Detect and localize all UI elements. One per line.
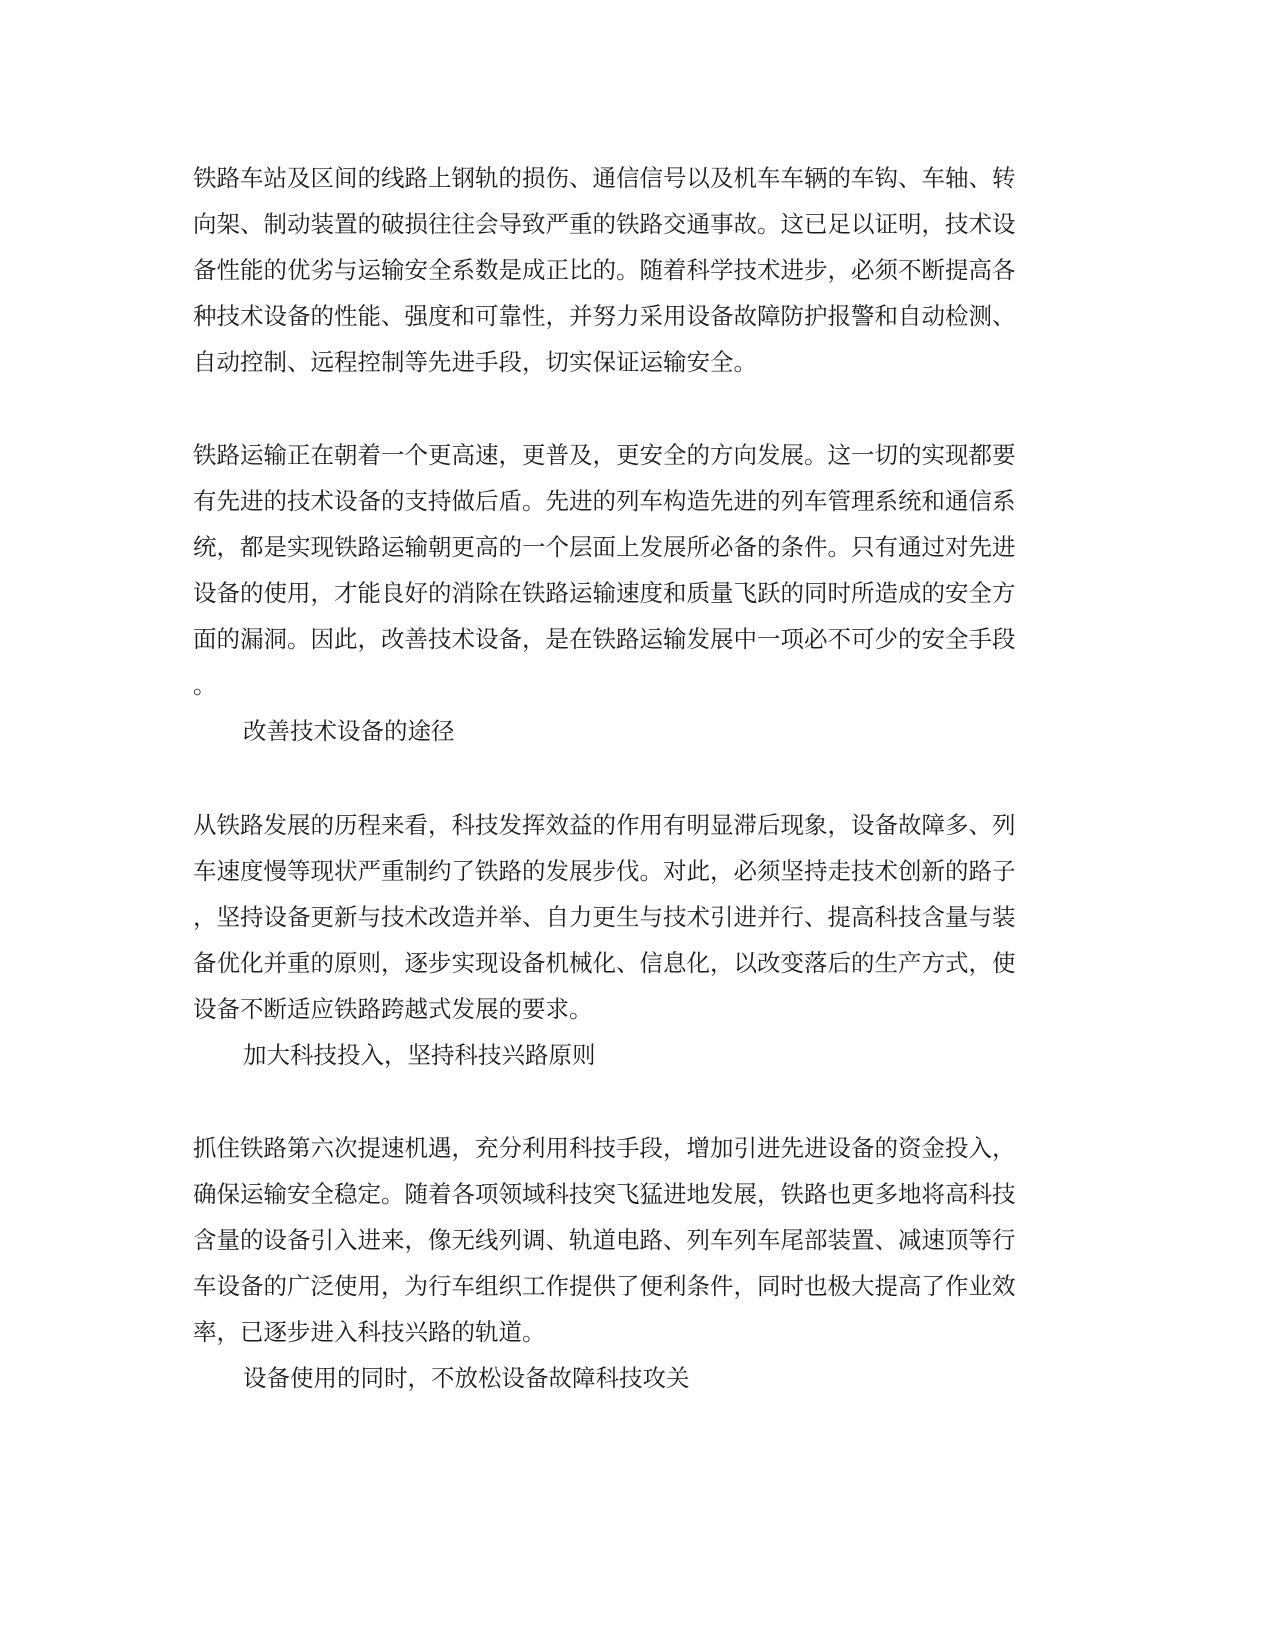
text-line: 。 [193, 671, 217, 699]
text-line: 设备不断适应铁路跨越式发展的要求。 [193, 995, 593, 1023]
text-line: 备优化并重的原则，逐步实现设备机械化、信息化，以改变落后的生产方式，使 [193, 949, 1016, 977]
text-line: 确保运输安全稳定。随着各项领域科技突飞猛进地发展，铁路也更多地将高科技 [193, 1180, 1016, 1208]
section-heading: 加大科技投入，坚持科技兴路原则 [243, 1041, 596, 1069]
text-line: 种技术设备的性能、强度和可靠性，并努力采用设备故障防护报警和自动检测、 [193, 302, 1016, 330]
text-line: 抓住铁路第六次提速机遇，充分利用科技手段，增加引进先进设备的资金投入， [193, 1134, 1016, 1162]
text-line: 自动控制、远程控制等先进手段，切实保证运输安全。 [193, 348, 757, 376]
text-line: 备性能的优劣与运输安全系数是成正比的。随着科学技术进步，必须不断提高各 [193, 256, 1016, 284]
text-line: 车速度慢等现状严重制约了铁路的发展步伐。对此，必须坚持走技术创新的路子 [193, 857, 1016, 885]
text-line: 率，已逐步进入科技兴路的轨道。 [193, 1318, 546, 1346]
text-line: 有先进的技术设备的支持做后盾。先进的列车构造先进的列车管理系统和通信系 [193, 487, 1016, 515]
text-line: 面的漏洞。因此，改善技术设备，是在铁路运输发展中一项必不可少的安全手段 [193, 625, 1016, 653]
text-line: 统，都是实现铁路运输朝更高的一个层面上发展所必备的条件。只有通过对先进 [193, 533, 1016, 561]
text-line: 设备的使用，才能良好的消除在铁路运输速度和质量飞跃的同时所造成的安全方 [193, 579, 1016, 607]
text-line: 从铁路发展的历程来看，科技发挥效益的作用有明显滞后现象，设备故障多、列 [193, 811, 1016, 839]
section-heading: 设备使用的同时，不放松设备故障科技攻关 [243, 1364, 690, 1392]
text-line: 铁路车站及区间的线路上钢轨的损伤、通信信号以及机车车辆的车钩、车轴、转 [193, 164, 1016, 192]
text-line: 含量的设备引入进来，像无线列调、轨道电路、列车列车尾部装置、减速顶等行 [193, 1226, 1016, 1254]
text-line: 铁路运输正在朝着一个更高速，更普及，更安全的方向发展。这一切的实现都要 [193, 441, 1016, 469]
section-heading: 改善技术设备的途径 [243, 717, 455, 745]
text-line: 向架、制动装置的破损往往会导致严重的铁路交通事故。这已足以证明，技术设 [193, 210, 1016, 238]
text-line: ，坚持设备更新与技术改造并举、自力更生与技术引进并行、提高科技含量与装 [193, 903, 1016, 931]
text-line: 车设备的广泛使用，为行车组织工作提供了便利条件，同时也极大提高了作业效 [193, 1272, 1016, 1300]
